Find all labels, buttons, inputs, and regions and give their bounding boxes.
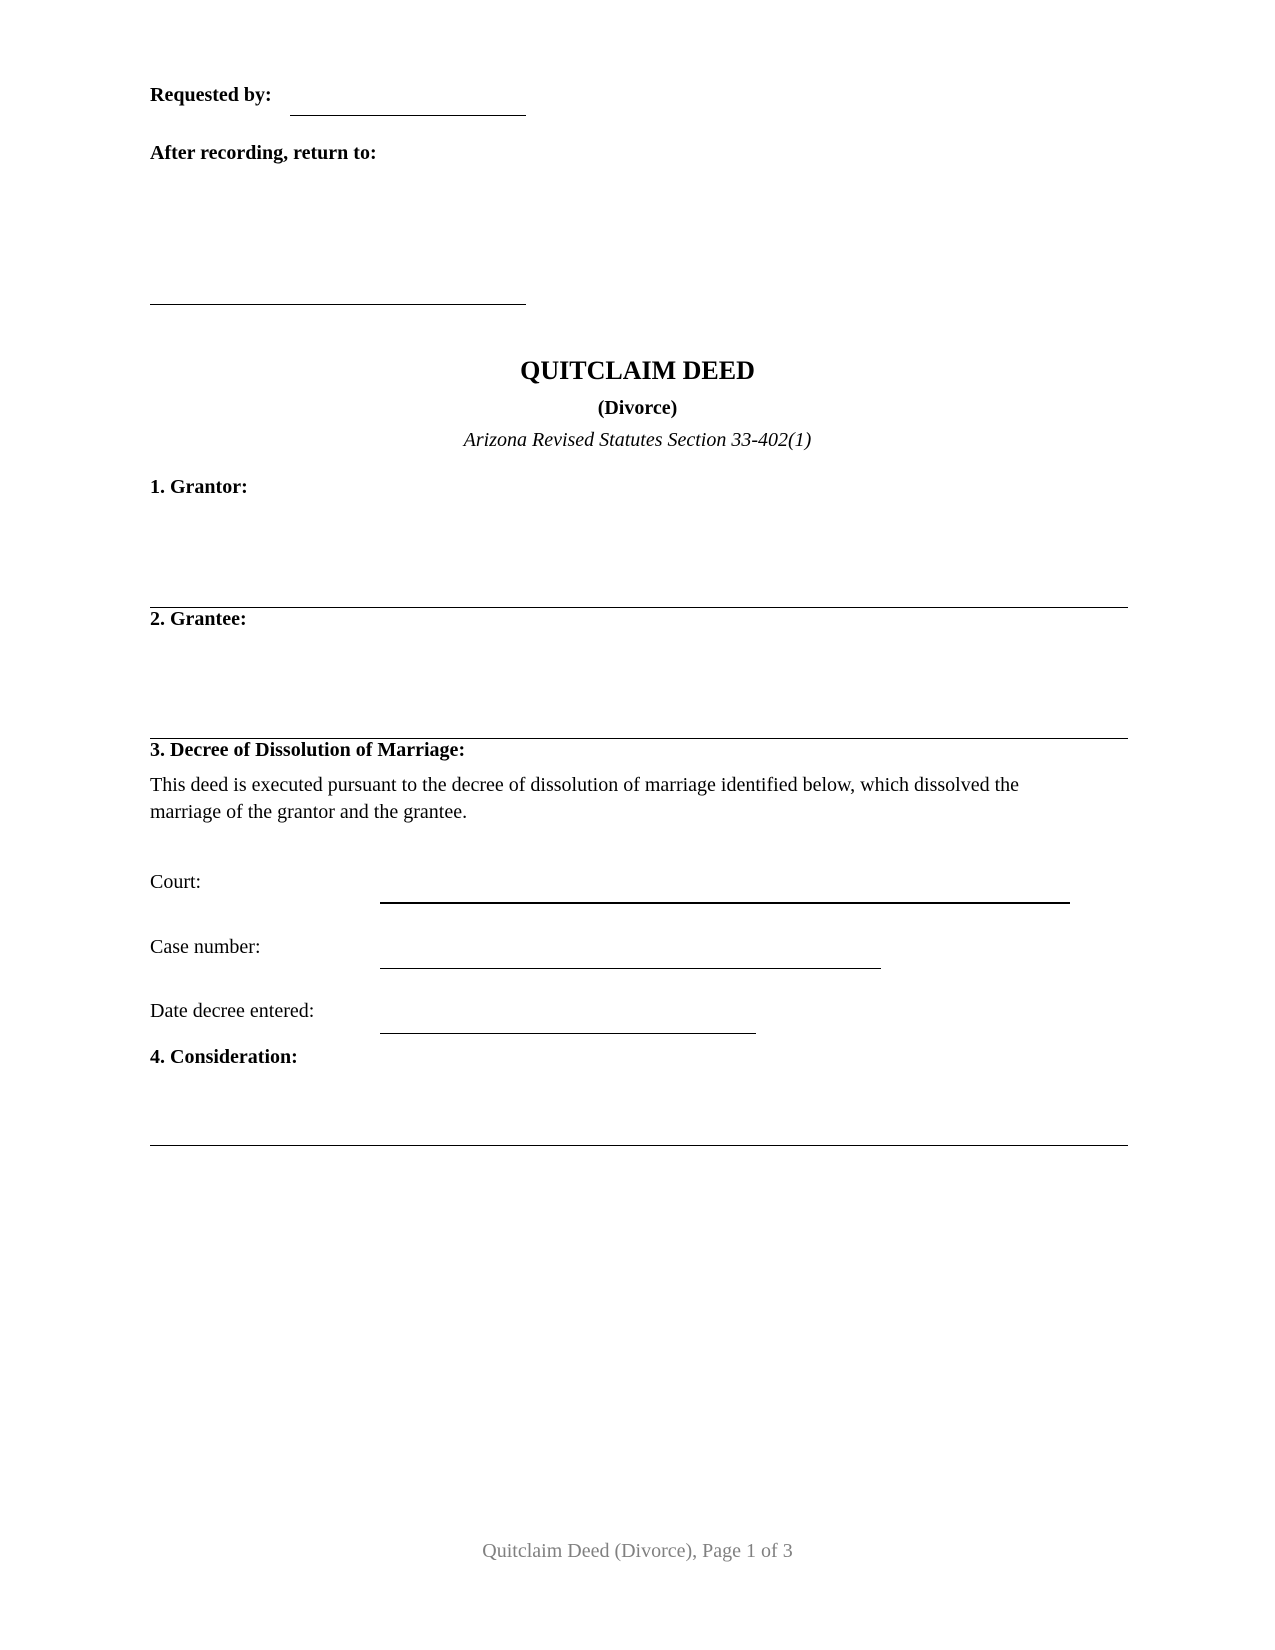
- court-field[interactable]: [380, 902, 1070, 904]
- grantee-heading: 2. Grantee:: [150, 608, 247, 630]
- consideration-heading: 4. Consideration:: [150, 1046, 298, 1068]
- statute-reference: Arizona Revised Statutes Section 33-402(1): [463, 429, 812, 451]
- document-subtitle: (Divorce): [597, 397, 678, 419]
- page-footer: Quitclaim Deed (Divorce), Page 1 of 3: [482, 1540, 793, 1562]
- date-entered-label: Date decree entered:: [150, 1000, 315, 1022]
- return-to-address-field[interactable]: [150, 304, 526, 305]
- requested-by-field[interactable]: [290, 115, 526, 116]
- consideration-field[interactable]: [150, 1145, 1128, 1146]
- grantor-heading: 1. Grantor:: [150, 476, 248, 498]
- decree-heading: 3. Decree of Dissolution of Marriage:: [150, 739, 466, 761]
- court-label: Court:: [150, 871, 202, 893]
- document-title: QUITCLAIM DEED: [520, 356, 755, 385]
- case-number-label: Case number:: [150, 936, 261, 958]
- grantor-field[interactable]: [150, 607, 1128, 608]
- decree-body-text: This deed is executed pursuant to the decree of dissolution of marriage identified below, which dissolved the marriage of the grantor and the grantee.: [150, 774, 1020, 823]
- return-to-label: After recording, return to:: [150, 142, 377, 164]
- requested-by-label: Requested by:: [150, 84, 272, 106]
- date-entered-field[interactable]: [380, 1033, 756, 1034]
- case-number-field[interactable]: [380, 968, 881, 969]
